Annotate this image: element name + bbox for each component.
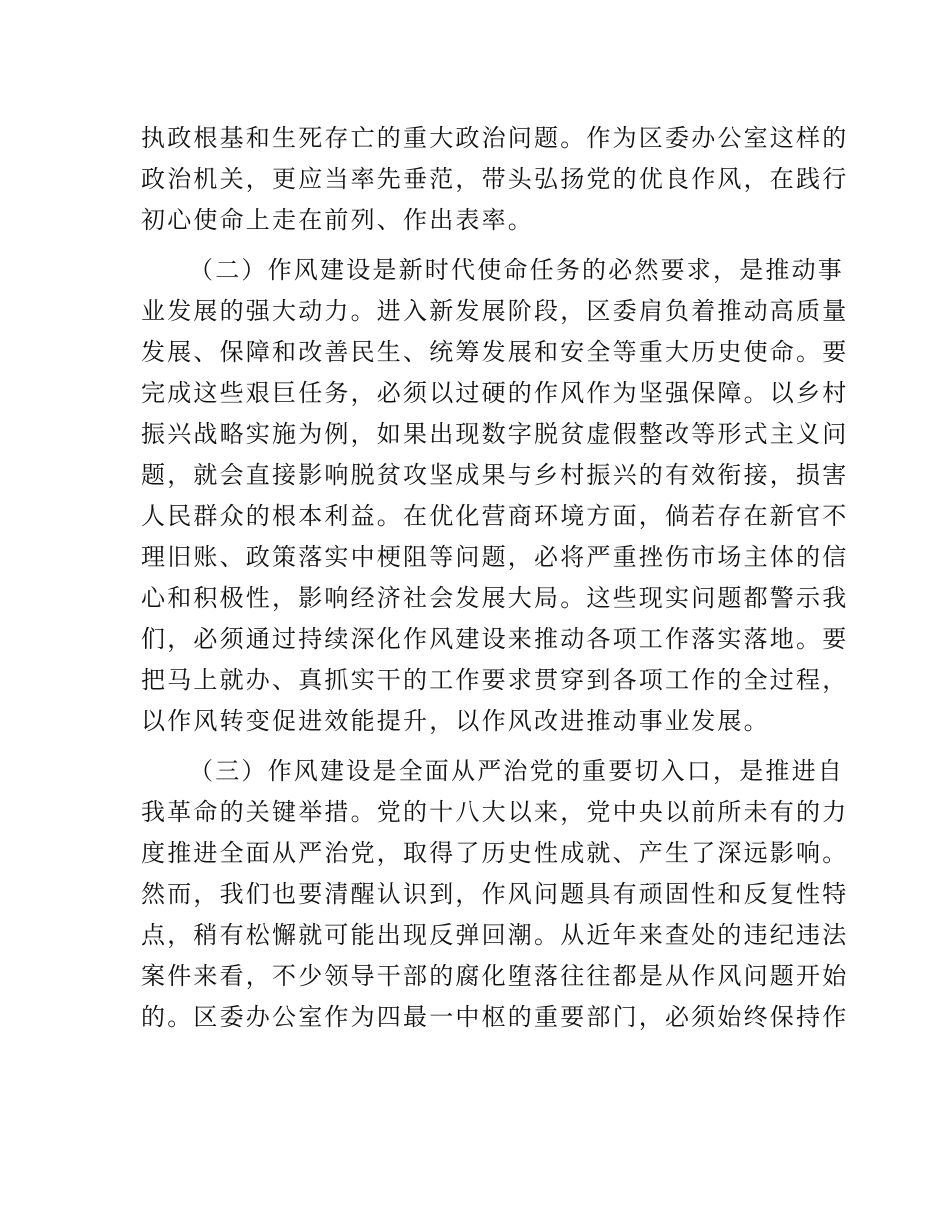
text-line: 把马上就办、真抓实干的工作要求贯穿到各项工作的全过程， (141, 666, 849, 694)
text-line: 理旧账、政策落实中梗阻等问题，必将严重挫伤市场主体的信 (141, 543, 849, 571)
text-line: 然而，我们也要清醒认识到，作风问题具有顽固性和反复性特 (141, 880, 849, 908)
text-line: 执政根基和生死存亡的重大政治问题。作为区委办公室这样的 (141, 124, 849, 152)
text-line: （二）作风建设是新时代使命任务的必然要求，是推动事 (189, 256, 844, 284)
text-line: 振兴战略实施为例，如果出现数字脱贫虚假整改等形式主义问 (141, 420, 849, 448)
paragraph-3 (141, 751, 849, 1038)
text-line: 案件来看，不少领导干部的腐化堕落往往都是从作风问题开始 (141, 962, 849, 990)
text-line: 们，必须通过持续深化作风建设来推动各项工作落实落地。要 (141, 625, 849, 653)
text-line: 度推进全面从严治党，取得了历史性成就、产生了深远影响。 (141, 839, 849, 867)
text-line: 完成这些艰巨任务，必须以过硬的作风作为坚强保障。以乡村 (141, 379, 849, 407)
text-line: （三）作风建设是全面从严治党的重要切入口，是推进自 (189, 757, 844, 785)
text-line: 发展、保障和改善民生、统筹发展和安全等重大历史使命。要 (141, 338, 849, 366)
text-line: 心和积极性，影响经济社会发展大局。这些现实问题都警示我 (141, 584, 849, 612)
text-line: 初心使命上走在前列、作出表率。 (141, 206, 534, 234)
paragraph-2 (141, 250, 849, 742)
paragraph-1 (141, 118, 849, 241)
text-line: 我革命的关键举措。党的十八大以来，党中央以前所未有的力 (141, 798, 849, 826)
text-line: 业发展的强大动力。进入新发展阶段，区委肩负着推动高质量 (141, 297, 849, 325)
document-body (141, 118, 849, 1047)
text-line: 政治机关，更应当率先垂范，带头弘扬党的优良作风，在践行 (141, 165, 849, 193)
text-line: 的。区委办公室作为四最一中枢的重要部门，必须始终保持作 (141, 1003, 849, 1031)
text-line: 点，稍有松懈就可能出现反弹回潮。从近年来查处的违纪违法 (141, 921, 849, 949)
text-line: 题，就会直接影响脱贫攻坚成果与乡村振兴的有效衔接，损害 (141, 461, 849, 489)
text-line: 人民群众的根本利益。在优化营商环境方面，倘若存在新官不 (141, 502, 849, 530)
text-line: 以作风转变促进效能提升，以作风改进推动事业发展。 (141, 707, 770, 735)
